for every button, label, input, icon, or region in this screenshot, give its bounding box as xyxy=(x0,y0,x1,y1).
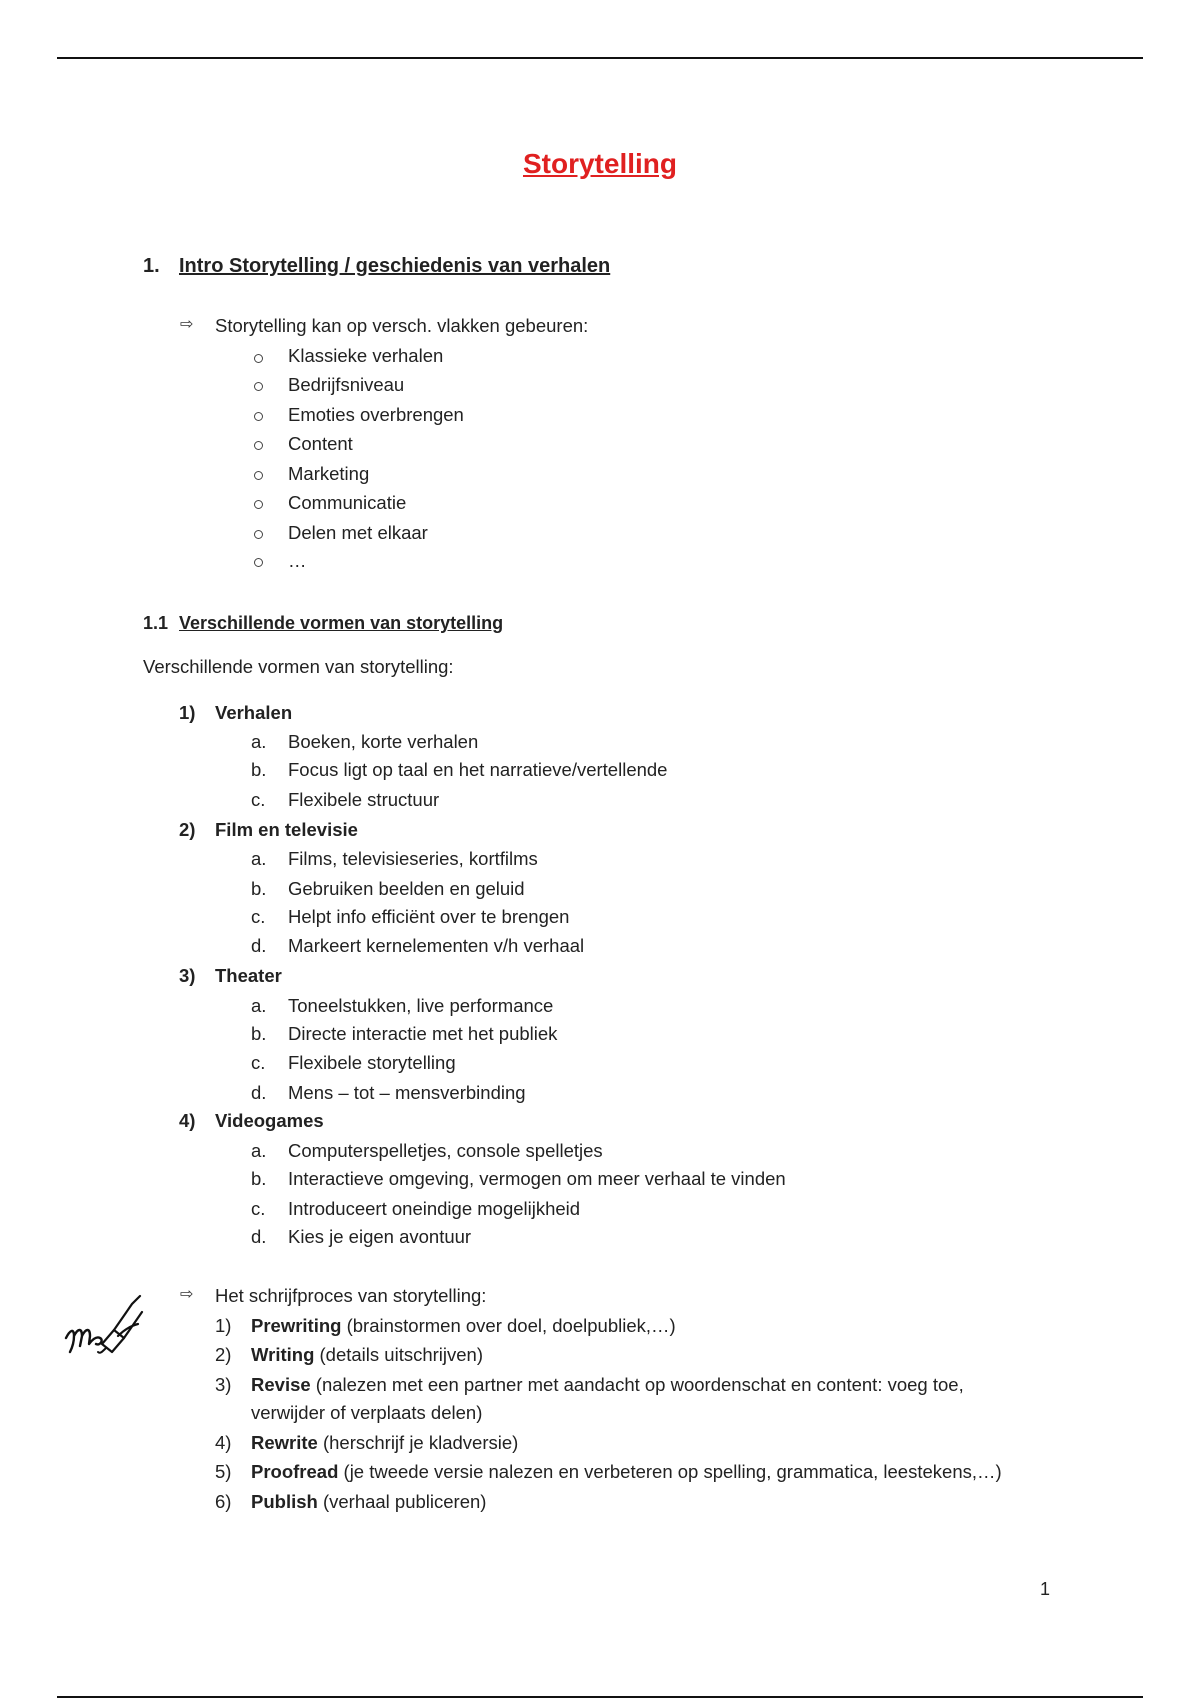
writing-step xyxy=(251,1489,486,1515)
list-item: Bedrijfsniveau xyxy=(288,374,405,395)
section-1-1-intro: Verschillende vormen van storytelling: xyxy=(143,656,454,677)
page-number: 1 xyxy=(1040,1579,1051,1599)
list-item: Mens – tot – mensverbinding xyxy=(288,1082,526,1103)
list-item: Computerspelletjes, console spelletjes xyxy=(288,1140,603,1161)
item-letter: a. xyxy=(251,995,267,1016)
item-letter: a. xyxy=(251,848,267,869)
list-item: Marketing xyxy=(288,463,370,484)
circle-bullet-icon xyxy=(254,471,263,480)
step-term: Proofread xyxy=(251,1461,339,1482)
writing-step xyxy=(251,1459,1002,1485)
step-desc: (herschrijf je kladversie) xyxy=(317,1432,519,1453)
writing-process-intro: Het schrijfproces van storytelling: xyxy=(215,1285,487,1306)
item-letter: b. xyxy=(251,1168,267,1189)
form-number: 2) xyxy=(179,819,196,840)
list-item: Delen met elkaar xyxy=(288,522,428,543)
list-item: Introduceert oneindige mogelijkheid xyxy=(288,1198,581,1219)
header-rule xyxy=(57,57,1143,59)
list-item: Films, televisieseries, kortfilms xyxy=(288,848,538,869)
form-name: Verhalen xyxy=(215,702,293,723)
item-letter: c. xyxy=(251,906,266,927)
writing-step xyxy=(251,1372,964,1398)
form-number: 4) xyxy=(179,1110,196,1131)
step-desc: (je tweede versie nalezen en verbeteren op spelling, grammatica, leestekens,…) xyxy=(338,1461,1002,1482)
list-item: Focus ligt op taal en het narratieve/vertellende xyxy=(288,759,668,780)
item-letter: b. xyxy=(251,759,267,780)
step-term: Writing xyxy=(251,1344,315,1365)
list-item: Directe interactie met het publiek xyxy=(288,1023,558,1044)
writing-step xyxy=(251,1313,676,1339)
step-term: Prewriting xyxy=(251,1315,342,1336)
item-letter: b. xyxy=(251,1023,267,1044)
list-item: Content xyxy=(288,433,353,454)
item-letter: b. xyxy=(251,878,267,899)
arrow-bullet-icon: ⇨ xyxy=(180,1286,194,1303)
form-name: Film en televisie xyxy=(215,819,358,840)
section-1-intro: Storytelling kan op versch. vlakken gebeuren: xyxy=(215,315,589,336)
step-desc: (brainstormen over doel, doelpubliek,…) xyxy=(341,1315,676,1336)
pen-signature-icon xyxy=(62,1290,152,1362)
list-item: Gebruiken beelden en geluid xyxy=(288,878,525,899)
writing-step xyxy=(251,1342,483,1368)
circle-bullet-icon xyxy=(254,354,263,363)
list-item: Kies je eigen avontuur xyxy=(288,1226,472,1247)
list-item: Interactieve omgeving, vermogen om meer verhaal te vinden xyxy=(288,1168,786,1189)
item-letter: c. xyxy=(251,1052,266,1073)
form-name: Theater xyxy=(215,965,282,986)
step-term: Revise xyxy=(251,1374,311,1395)
section-1-title: Intro Storytelling / geschiedenis van verhalen xyxy=(179,255,611,277)
list-item: Toneelstukken, live performance xyxy=(288,995,554,1016)
footer-rule xyxy=(57,1696,1143,1698)
list-item: Helpt info efficiënt over te brengen xyxy=(288,906,570,927)
form-name: Videogames xyxy=(215,1110,324,1131)
item-letter: c. xyxy=(251,789,266,810)
writing-step xyxy=(251,1430,518,1456)
section-1-number: 1. xyxy=(143,255,160,277)
section-1-heading xyxy=(143,252,610,280)
circle-bullet-icon xyxy=(254,382,263,391)
circle-bullet-icon xyxy=(254,412,263,421)
step-number: 6) xyxy=(215,1491,232,1512)
step-number: 1) xyxy=(215,1315,232,1336)
step-desc-continued: verwijder of verplaats delen) xyxy=(251,1402,483,1423)
section-1-1-heading xyxy=(143,610,503,636)
item-letter: a. xyxy=(251,731,267,752)
section-1-1-number: 1.1 xyxy=(143,613,169,633)
circle-bullet-icon xyxy=(254,500,263,509)
item-letter: d. xyxy=(251,935,267,956)
list-item: Markeert kernelementen v/h verhaal xyxy=(288,935,585,956)
item-letter: c. xyxy=(251,1198,266,1219)
list-item: Flexibele storytelling xyxy=(288,1052,456,1073)
step-number: 3) xyxy=(215,1374,232,1395)
arrow-bullet-icon: ⇨ xyxy=(180,316,194,333)
form-number: 1) xyxy=(179,702,196,723)
item-letter: a. xyxy=(251,1140,267,1161)
list-item: Klassieke verhalen xyxy=(288,345,444,366)
circle-bullet-icon xyxy=(254,441,263,450)
list-item: … xyxy=(288,550,307,571)
list-item: Flexibele structuur xyxy=(288,789,440,810)
list-item: Communicatie xyxy=(288,492,407,513)
step-number: 4) xyxy=(215,1432,232,1453)
step-number: 5) xyxy=(215,1461,232,1482)
item-letter: d. xyxy=(251,1226,267,1247)
section-1-1-title: Verschillende vormen van storytelling xyxy=(179,613,504,633)
step-number: 2) xyxy=(215,1344,232,1365)
step-term: Publish xyxy=(251,1491,318,1512)
document-title: Storytelling xyxy=(522,148,677,179)
step-desc: (nalezen met een partner met aandacht op woordenschat en content: voeg toe, xyxy=(310,1374,964,1395)
step-desc: (details uitschrijven) xyxy=(314,1344,483,1365)
step-term: Rewrite xyxy=(251,1432,318,1453)
list-item: Emoties overbrengen xyxy=(288,404,464,425)
list-item: Boeken, korte verhalen xyxy=(288,731,479,752)
form-number: 3) xyxy=(179,965,196,986)
circle-bullet-icon xyxy=(254,530,263,539)
step-desc: (verhaal publiceren) xyxy=(317,1491,487,1512)
item-letter: d. xyxy=(251,1082,267,1103)
circle-bullet-icon xyxy=(254,558,263,567)
